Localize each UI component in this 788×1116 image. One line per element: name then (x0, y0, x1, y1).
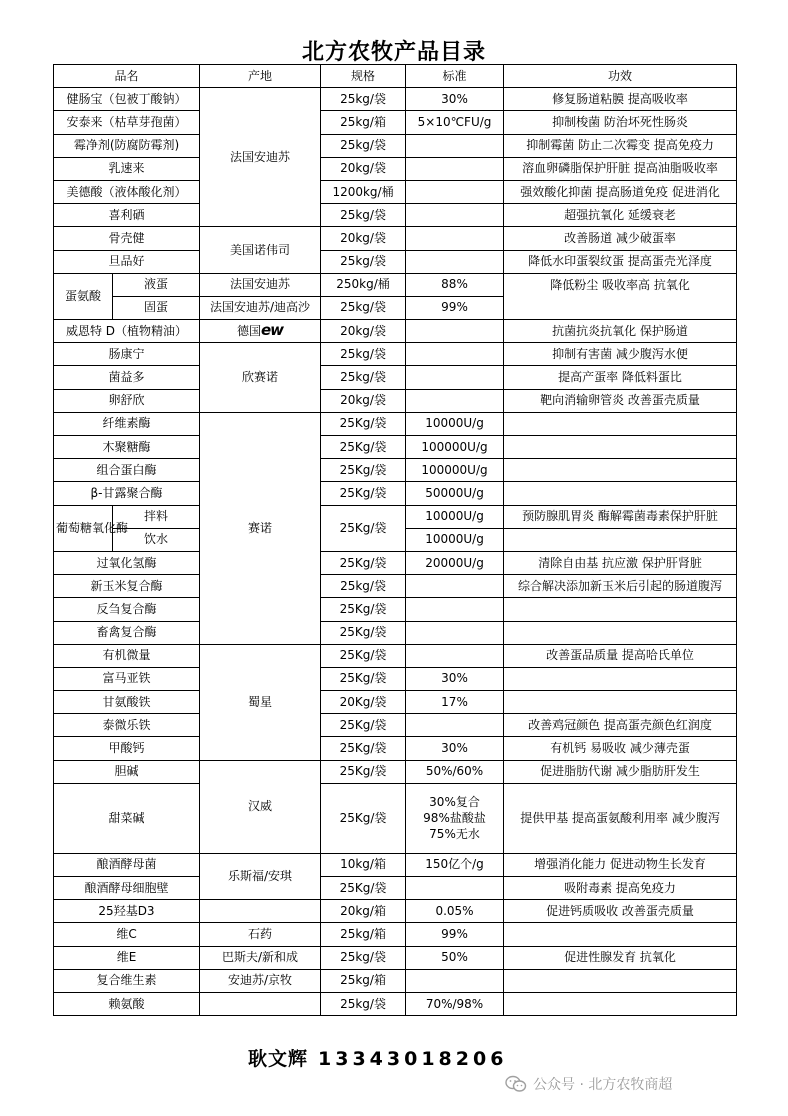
standard-cell (406, 621, 504, 644)
standard-cell (406, 320, 504, 343)
table-row (54, 180, 737, 203)
origin-cell: 美国诺伟司 (200, 227, 321, 273)
standard-cell: 88% (406, 273, 504, 296)
standard-line: 98%盐酸盐 (423, 811, 486, 826)
standard-cell (406, 227, 504, 250)
product-name: 酿酒酵母菌 (54, 853, 200, 876)
spec-cell: 25Kg/袋 (321, 436, 406, 459)
product-name: 维E (54, 946, 200, 969)
spec-cell: 25Kg/袋 (321, 598, 406, 621)
table-row (54, 412, 737, 435)
contact-phone: 13343018206 (318, 1048, 508, 1070)
standard-cell: 30% (406, 88, 504, 111)
origin-cell (200, 900, 321, 923)
spec-cell: 25kg/袋 (321, 296, 406, 319)
standard-cell: 50%/60% (406, 760, 504, 783)
spec-cell: 25kg/袋 (321, 250, 406, 273)
product-name: 复合维生素 (54, 969, 200, 992)
table-row (54, 459, 737, 482)
spec-cell: 25kg/袋 (321, 366, 406, 389)
effect-cell (504, 992, 737, 1015)
origin-cell: 法国安迪苏/迪高沙 (200, 296, 321, 319)
standard-cell: 100000U/g (406, 459, 504, 482)
table-row (54, 575, 737, 598)
standard-cell: 50000U/g (406, 482, 504, 505)
spec-cell: 25Kg/袋 (321, 714, 406, 737)
table-row (54, 134, 737, 157)
table-row (54, 505, 737, 528)
product-name: 液蛋 (113, 273, 200, 296)
standard-cell (406, 969, 504, 992)
effect-cell: 清除自由基 抗应激 保护肝肾脏 (504, 551, 737, 574)
product-name: 富马亚铁 (54, 667, 200, 690)
spec-cell: 25kg/袋 (321, 992, 406, 1015)
spec-cell: 25kg/箱 (321, 111, 406, 134)
product-name: 卵舒欣 (54, 389, 200, 412)
spec-cell: 20kg/袋 (321, 157, 406, 180)
table-row (54, 320, 737, 343)
header-name: 品名 (54, 65, 200, 88)
table-row (54, 343, 737, 366)
product-name: 霉净剂(防腐防霉剂) (54, 134, 200, 157)
standard-cell (406, 598, 504, 621)
effect-cell (504, 436, 737, 459)
effect-cell: 提供甲基 提高蛋氨酸利用率 减少腹泻 (504, 783, 737, 853)
wechat-icon (505, 1075, 527, 1093)
spec-cell: 25Kg/袋 (321, 667, 406, 690)
product-name: 纤维素酶 (54, 412, 200, 435)
standard-cell (406, 783, 504, 853)
origin-cell: 石药 (200, 923, 321, 946)
table-row (54, 204, 737, 227)
product-name: 25羟基D3 (54, 900, 200, 923)
standard-cell (406, 134, 504, 157)
product-name: β-甘露聚合酶 (54, 482, 200, 505)
spec-cell: 25Kg/袋 (321, 877, 406, 900)
effect-cell (504, 598, 737, 621)
effect-cell: 促进钙质吸收 改善蛋壳质量 (504, 900, 737, 923)
product-name: 安泰来（枯草芽孢菌） (54, 111, 200, 134)
effect-cell: 改善蛋品质量 提高哈氏单位 (504, 644, 737, 667)
spec-cell: 25Kg/袋 (321, 737, 406, 760)
watermark-text: 公众号 · 北方农牧商超 (533, 1077, 673, 1093)
ew-logo: ew (261, 321, 284, 340)
product-name: 赖氨酸 (54, 992, 200, 1015)
table-row (54, 667, 737, 690)
product-name: 组合蛋白酶 (54, 459, 200, 482)
header-effect: 功效 (504, 65, 737, 88)
spec-cell: 25kg/箱 (321, 969, 406, 992)
table-row (54, 250, 737, 273)
standard-cell (406, 204, 504, 227)
effect-cell: 吸附毒素 提高免疫力 (504, 877, 737, 900)
product-name: 过氧化氢酶 (54, 551, 200, 574)
standard-cell: 30% (406, 737, 504, 760)
standard-cell: 10000U/g (406, 528, 504, 551)
product-name: 饮水 (113, 528, 200, 551)
spec-cell: 25Kg/袋 (321, 459, 406, 482)
table-row (54, 598, 737, 621)
standard-cell (406, 157, 504, 180)
product-name: 喜利硒 (54, 204, 200, 227)
standard-cell (406, 343, 504, 366)
standard-cell (406, 250, 504, 273)
spec-cell: 20kg/袋 (321, 389, 406, 412)
table-row (54, 111, 737, 134)
standard-cell: 150亿个/g (406, 853, 504, 876)
product-table (53, 64, 737, 1016)
effect-cell (504, 969, 737, 992)
effect-cell: 增强消化能力 促进动物生长发育 (504, 853, 737, 876)
spec-cell: 25kg/袋 (321, 343, 406, 366)
standard-cell: 10000U/g (406, 412, 504, 435)
origin-cell: 安迪苏/京牧 (200, 969, 321, 992)
origin-cell (200, 992, 321, 1015)
table-row (54, 436, 737, 459)
effect-cell: 超强抗氧化 延缓衰老 (504, 204, 737, 227)
effect-cell (504, 459, 737, 482)
effect-cell (504, 482, 737, 505)
effect-cell: 抑制梭菌 防治坏死性肠炎 (504, 111, 737, 134)
table-row (54, 760, 737, 783)
product-name: 肠康宁 (54, 343, 200, 366)
spec-cell: 250kg/桶 (321, 273, 406, 296)
table-row (54, 691, 737, 714)
effect-cell: 修复肠道粘膜 提高吸收率 (504, 88, 737, 111)
effect-cell: 降低粉尘 吸收率高 抗氧化 (504, 273, 737, 319)
product-name: 维C (54, 923, 200, 946)
product-name: 菌益多 (54, 366, 200, 389)
product-name: 酿酒酵母细胞壁 (54, 877, 200, 900)
standard-line: 75%无水 (429, 827, 480, 842)
standard-cell: 30% (406, 667, 504, 690)
standard-cell (406, 575, 504, 598)
effect-cell: 促进性腺发育 抗氧化 (504, 946, 737, 969)
table-row (54, 992, 737, 1015)
standard-cell (406, 180, 504, 203)
table-row (54, 644, 737, 667)
table-row (54, 273, 737, 296)
product-name: 反刍复合酶 (54, 598, 200, 621)
spec-cell: 25Kg/袋 (321, 505, 406, 551)
standard-cell: 17% (406, 691, 504, 714)
group-name: 葡萄糖氧化酶 (54, 505, 113, 551)
product-name: 健肠宝（包被丁酸钠） (54, 88, 200, 111)
origin-cell: 法国安迪苏 (200, 88, 321, 227)
watermark (505, 1074, 672, 1094)
table-row (54, 621, 737, 644)
effect-cell: 综合解决添加新玉米后引起的肠道腹泻 (504, 575, 737, 598)
effect-cell: 靶向消输卵管炎 改善蛋壳质量 (504, 389, 737, 412)
product-name: 乳速来 (54, 157, 200, 180)
spec-cell: 25kg/袋 (321, 134, 406, 157)
effect-cell: 改善鸡冠颜色 提高蛋壳颜色红润度 (504, 714, 737, 737)
spec-cell: 20Kg/袋 (321, 691, 406, 714)
product-name: 旦品好 (54, 250, 200, 273)
origin-cell (200, 320, 321, 343)
standard-cell (406, 644, 504, 667)
product-name: 泰微乐铁 (54, 714, 200, 737)
spec-cell: 25Kg/袋 (321, 551, 406, 574)
standard-cell (406, 877, 504, 900)
spec-cell: 20kg/袋 (321, 320, 406, 343)
effect-cell (504, 691, 737, 714)
effect-cell: 抑制霉菌 防止二次霉变 提高免疫力 (504, 134, 737, 157)
spec-cell: 25kg/箱 (321, 923, 406, 946)
spec-cell: 25kg/袋 (321, 88, 406, 111)
effect-cell (504, 621, 737, 644)
effect-cell: 抗菌抗炎抗氧化 保护肠道 (504, 320, 737, 343)
contact-line (248, 1044, 507, 1071)
origin-cell: 巴斯夫/新和成 (200, 946, 321, 969)
product-name: 骨壳健 (54, 227, 200, 250)
table-row (54, 227, 737, 250)
standard-cell: 70%/98% (406, 992, 504, 1015)
group-name: 蛋氨酸 (54, 273, 113, 319)
effect-cell (504, 412, 737, 435)
standard-cell: 50% (406, 946, 504, 969)
effect-cell: 提高产蛋率 降低料蛋比 (504, 366, 737, 389)
table-row (54, 482, 737, 505)
product-name: 有机微量 (54, 644, 200, 667)
product-name: 拌料 (113, 505, 200, 528)
origin-cell: 法国安迪苏 (200, 273, 321, 296)
table-header-row (54, 65, 737, 88)
standard-cell: 5×10℃FU/g (406, 111, 504, 134)
header-standard: 标准 (406, 65, 504, 88)
product-name: 固蛋 (113, 296, 200, 319)
spec-cell: 25kg/袋 (321, 204, 406, 227)
standard-cell: 100000U/g (406, 436, 504, 459)
header-spec: 规格 (321, 65, 406, 88)
effect-cell: 促进脂肪代谢 减少脂肪肝发生 (504, 760, 737, 783)
standard-cell (406, 366, 504, 389)
effect-cell: 强效酸化抑菌 提高肠道免疫 促进消化 (504, 180, 737, 203)
spec-cell: 25kg/袋 (321, 575, 406, 598)
spec-cell: 25Kg/袋 (321, 621, 406, 644)
spec-cell: 25Kg/袋 (321, 644, 406, 667)
product-name: 甲酸钙 (54, 737, 200, 760)
table-row (54, 969, 737, 992)
standard-cell: 0.05% (406, 900, 504, 923)
table-row (54, 714, 737, 737)
effect-cell: 改善肠道 减少破蛋率 (504, 227, 737, 250)
product-name: 美德酸（液体酸化剂） (54, 180, 200, 203)
product-name: 新玉米复合酶 (54, 575, 200, 598)
effect-cell: 预防腺肌胃炎 酶解霉菌毒素保护肝脏 (504, 505, 737, 528)
effect-cell: 有机钙 易吸收 减少薄壳蛋 (504, 737, 737, 760)
effect-cell (504, 528, 737, 551)
effect-cell: 抑制有害菌 减少腹泻水便 (504, 343, 737, 366)
origin-cell: 欣赛诺 (200, 343, 321, 413)
standard-cell: 20000U/g (406, 551, 504, 574)
standard-line: 30%复合 (429, 795, 480, 810)
table-row (54, 157, 737, 180)
origin-text: 德国 (236, 324, 261, 339)
table-row (54, 551, 737, 574)
table-row (54, 923, 737, 946)
product-name: 木聚糖酶 (54, 436, 200, 459)
effect-cell (504, 923, 737, 946)
product-name: 威恩特 D（植物精油） (54, 320, 200, 343)
product-name: 畜禽复合酶 (54, 621, 200, 644)
origin-cell: 乐斯福/安琪 (200, 853, 321, 899)
standard-cell (406, 714, 504, 737)
spec-cell: 25Kg/袋 (321, 482, 406, 505)
product-name: 甘氨酸铁 (54, 691, 200, 714)
header-origin: 产地 (200, 65, 321, 88)
standard-cell: 99% (406, 296, 504, 319)
spec-cell: 20kg/袋 (321, 227, 406, 250)
effect-cell (504, 667, 737, 690)
table-row (54, 366, 737, 389)
table-row (54, 783, 737, 853)
standard-cell (406, 389, 504, 412)
effect-cell: 溶血卵磷脂保护肝脏 提高油脂吸收率 (504, 157, 737, 180)
table-row (54, 88, 737, 111)
product-name: 甜菜碱 (54, 783, 200, 853)
effect-cell: 降低水印蛋裂纹蛋 提高蛋壳光泽度 (504, 250, 737, 273)
spec-cell: 25Kg/袋 (321, 412, 406, 435)
table-row (54, 946, 737, 969)
table-row (54, 877, 737, 900)
table-row (54, 853, 737, 876)
origin-cell: 汉威 (200, 760, 321, 853)
contact-name: 耿文辉 (248, 1048, 309, 1070)
table-row (54, 737, 737, 760)
page-title: 北方农牧产品目录 (301, 39, 486, 65)
table-row (54, 900, 737, 923)
standard-cell: 99% (406, 923, 504, 946)
spec-cell: 25Kg/袋 (321, 783, 406, 853)
spec-cell: 25Kg/袋 (321, 760, 406, 783)
origin-cell: 蜀星 (200, 644, 321, 760)
standard-cell: 10000U/g (406, 505, 504, 528)
spec-cell: 1200kg/桶 (321, 180, 406, 203)
spec-cell: 25kg/袋 (321, 946, 406, 969)
spec-cell: 10kg/箱 (321, 853, 406, 876)
product-name: 胆碱 (54, 760, 200, 783)
spec-cell: 20kg/箱 (321, 900, 406, 923)
origin-cell: 赛诺 (200, 412, 321, 644)
table-row (54, 389, 737, 412)
